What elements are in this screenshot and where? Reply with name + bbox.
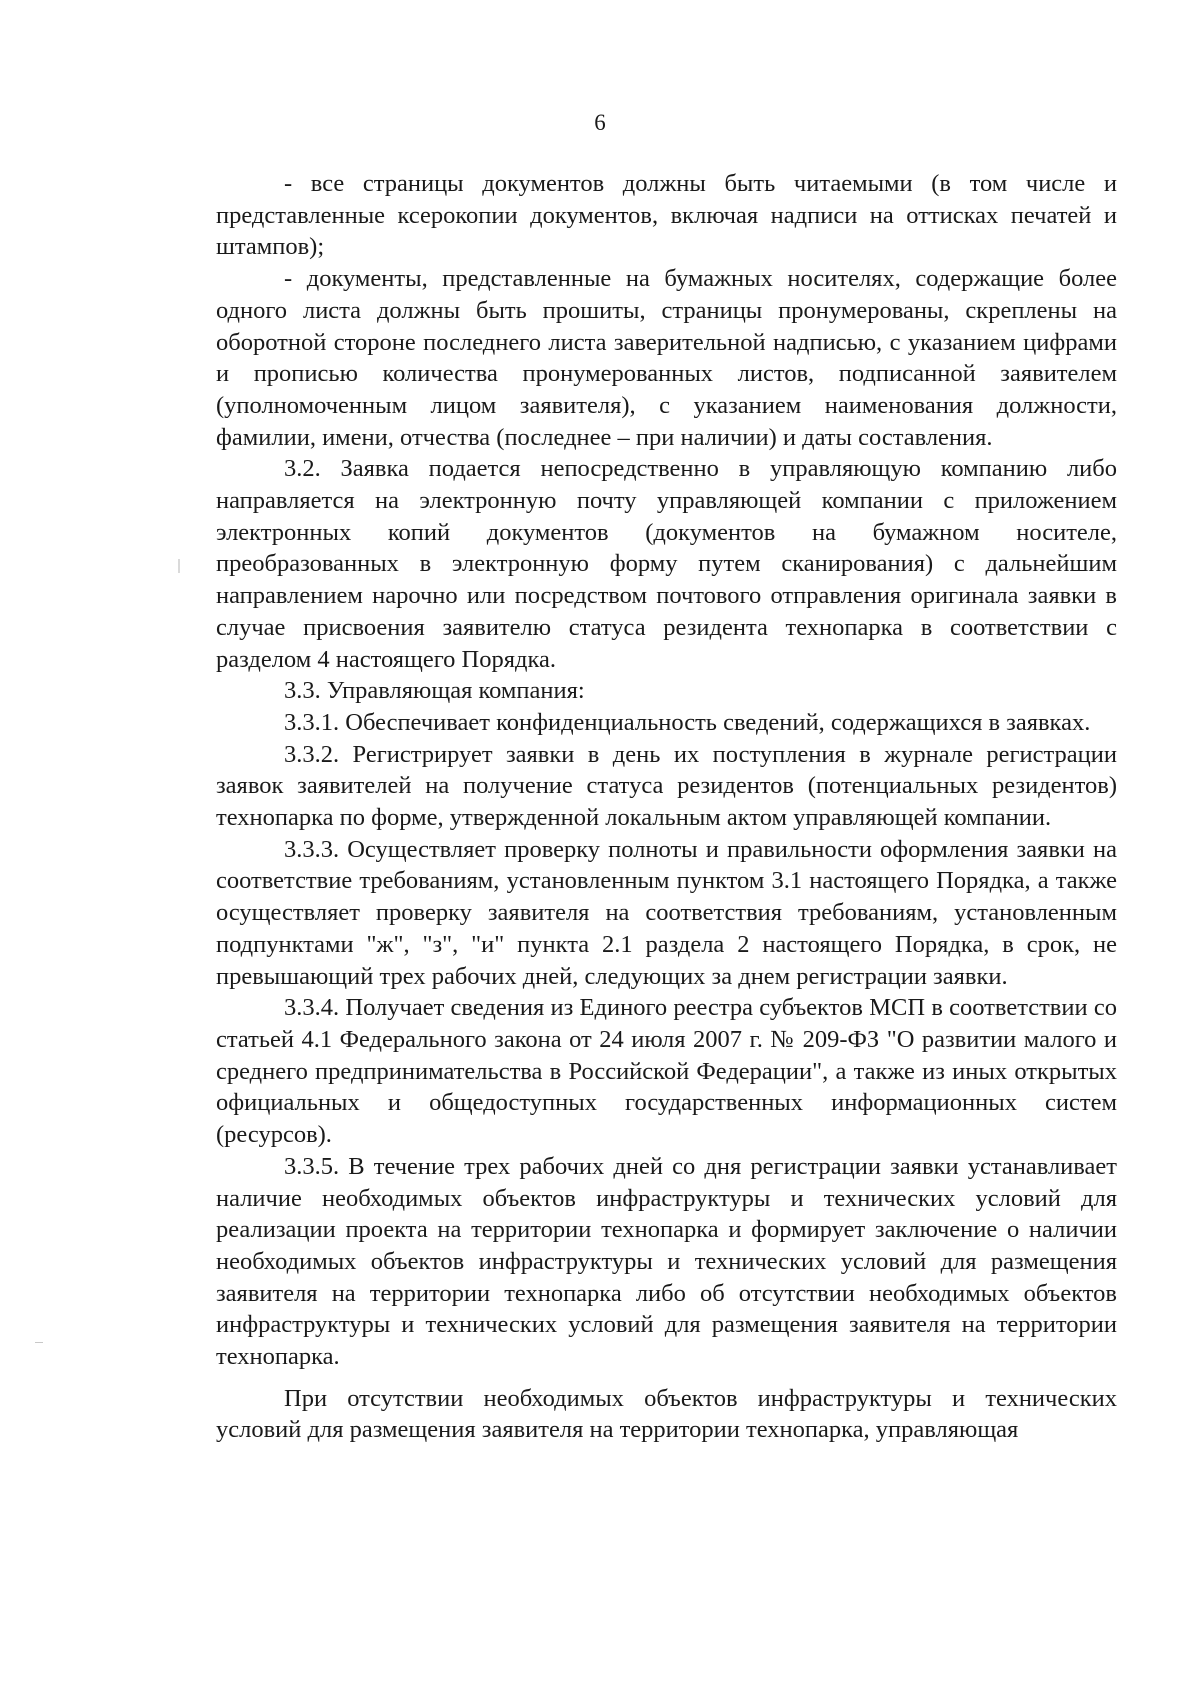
scan-margin-mark [35,1342,43,1343]
page-number: 6 [594,110,606,135]
document-body [216,168,1117,1446]
paragraph-3-3-2: 3.3.2. Регистрирует заявки в день их поступления в журнале регистрации заявок заявителей на получение статуса резидентов (потенциальных резидентов) технопарка по форме, утвержденной локальным актом управляющей компании. [216,740,1117,832]
paragraph-3-3-1: 3.3.1. Обеспечивает конфиденциальность сведений, содержащихся в заявках. [284,708,1091,736]
paragraph-paper-documents: - документы, представленные на бумажных носителях, содержащие более одного листа должны быть прошиты, страницы пронумерованы, скреплены на оборотной стороне последнего листа заверительной надписью, с указанием цифрами и прописью количества пронумерованных листов, подписанной заявителем (уполномоченным лицом заявителя), с указанием наименования должности, фамилии, имени, отчества (последнее – при наличии) и даты составления. [216,265,1117,451]
paragraph-3-3-5: 3.3.5. В течение трех рабочих дней со дня регистрации заявки устанавливает наличие необходимых объектов инфраструктуры и технических условий для реализации проекта на территории технопарка и формирует заключение о наличии необходимых объектов инфраструктуры и технических условий для размещения заявителя на территории технопарка либо об отсутствии необходимых объектов инфраструктуры и технических условий для размещения заявителя на территории технопарка. [216,1152,1117,1371]
paragraph-pages-readable: - все страницы документов должны быть читаемыми (в том числе и представленные ксерокопии документов, включая надписи на оттисках печатей и штампов); [216,170,1117,261]
paragraph-3-3: 3.3. Управляющая компания: [284,677,585,705]
paragraph-3-3-4: 3.3.4. Получает сведения из Единого реестра субъектов МСП в соответствии со статьей 4.1 Федерального закона от 24 июля 2007 г. № 209-ФЗ "О развитии малого и среднего предпринимательства в Российской Федерации", а также из иных открытых официальных и общедоступных государственных информационных систем (ресурсов). [216,994,1117,1149]
paragraph-3-3-3: 3.3.3. Осуществляет проверку полноты и правильности оформления заявки на соответствие требованиям, установленным пунктом 3.1 настоящего Порядка, а также осуществляет проверку заявителя на соответствия требованиям, установленным подпунктами "ж", "з", "и" пункта 2.1 раздела 2 настоящего Порядка, в срок, не превышающий трех рабочих дней, следующих за днем регистрации заявки. [216,835,1117,990]
paragraph-absence-of-infrastructure: При отсутствии необходимых объектов инфраструктуры и технических условий для размещения заявителя на территории технопарка, управляющая [216,1384,1117,1444]
paragraph-3-2: 3.2. Заявка подается непосредственно в управляющую компанию либо направляется на электронную почту управляющей компании с приложением электронных копий документов (документов на бумажном носителе, преобразованных в электронную форму путем сканирования) с дальнейшим направлением нарочно или посредством почтового отправления оригинала заявки в случае присвоения заявителю статуса резидента технопарка в соответствии с разделом 4 настоящего Порядка. [216,455,1117,673]
scan-margin-mark [178,559,180,573]
